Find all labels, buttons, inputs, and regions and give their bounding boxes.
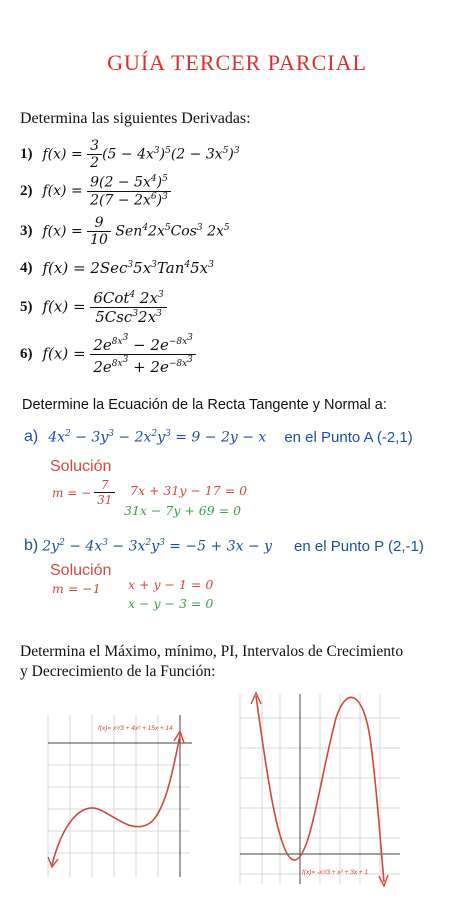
maximo-heading-2: y Decrecimiento de la Función: [20, 663, 216, 680]
problem-a [24, 428, 413, 446]
item-number: 3) [20, 222, 33, 239]
derivada-4-expr: $f(x) = 2Sec^35x^3Tan^45x^3$ [42, 259, 214, 277]
problem-b-equation: $2y^2 - 4x^3 - 3x^2y^3 = -5 + 3x - y$ [42, 537, 273, 555]
derivada-5-expr: f(x) = $\frac{6Cot^4 2x^3}{5Csc^32x^3}$ [43, 289, 167, 326]
derivada-3 [20, 212, 230, 250]
problem-a-equation: $4x^2 - 3y^3 - 2x^2y^3 = 9 - 2y - x$ [48, 428, 267, 446]
page-title: GUÍA TERCER PARCIAL [107, 50, 367, 75]
graph-right-label: f(x)= -x³/3 + x² + 3x + 1 [302, 869, 369, 876]
tangente-heading: Determine la Ecuación de la Recta Tangente y Normal a: [22, 397, 387, 413]
item-number: 6) [20, 345, 33, 362]
problem-b [24, 537, 424, 555]
item-number: 4) [20, 259, 33, 276]
derivada-2-expr: f(x) = $\frac{9(2 - 5x^4)^5}{2(7 - 2x^6)^3}$ [43, 174, 171, 208]
derivada-6 [20, 333, 196, 375]
problem-a-label: a) [24, 428, 39, 445]
derivada-6-expr: f(x) = $\frac{2e^{8x^3} - 2e^{-8x^3}}{2e^{8x^3} + 2e^{-8x^3}}$ [43, 333, 196, 376]
graph-left-label: f(x)= x³/3 + 4x² + 15x + 14 [98, 725, 173, 732]
derivada-5 [20, 286, 167, 328]
graph-right [232, 688, 404, 888]
solucion-a-label: Solución [50, 458, 112, 475]
item-number: 2) [20, 182, 33, 199]
item-number: 5) [20, 298, 33, 315]
solucion-b-label: Solución [50, 562, 112, 579]
normal-line-a: 31x − 7y + 69 = 0 [124, 503, 242, 518]
derivada-3-expr: f(x) = $\frac{9}{10}$ $Sen^42x^5Cos^3$ $2x^5$ [42, 214, 230, 248]
tangent-line-a: 7x + 31y − 17 = 0 [130, 483, 248, 498]
item-number: 1) [20, 145, 33, 162]
problem-b-label: b) [24, 537, 39, 554]
slope-b: m = −1 [52, 581, 101, 596]
derivadas-heading: Determina las siguientes Derivadas: [20, 110, 251, 127]
graph-left [40, 705, 200, 885]
derivada-1-expr: f(x) = $\frac{3}{2}$ $(5 - 4x^3)^5(2 - 3x^5)^3$ [42, 137, 240, 171]
derivada-1 [20, 134, 240, 174]
tangent-line-b: x + y − 1 = 0 [128, 577, 214, 592]
problem-a-point: en el Punto A (-2,1) [284, 428, 413, 446]
slope-a: m = − $\frac{7}{31}$ [52, 478, 115, 507]
maximo-heading-1: Determina el Máximo, mínimo, PI, Intervalos de Crecimiento [20, 643, 404, 660]
normal-line-b: x − y − 3 = 0 [128, 596, 214, 611]
problem-b-point: en el Punto P (2,-1) [294, 537, 424, 555]
derivada-4 [20, 254, 214, 282]
derivada-2 [20, 170, 171, 212]
